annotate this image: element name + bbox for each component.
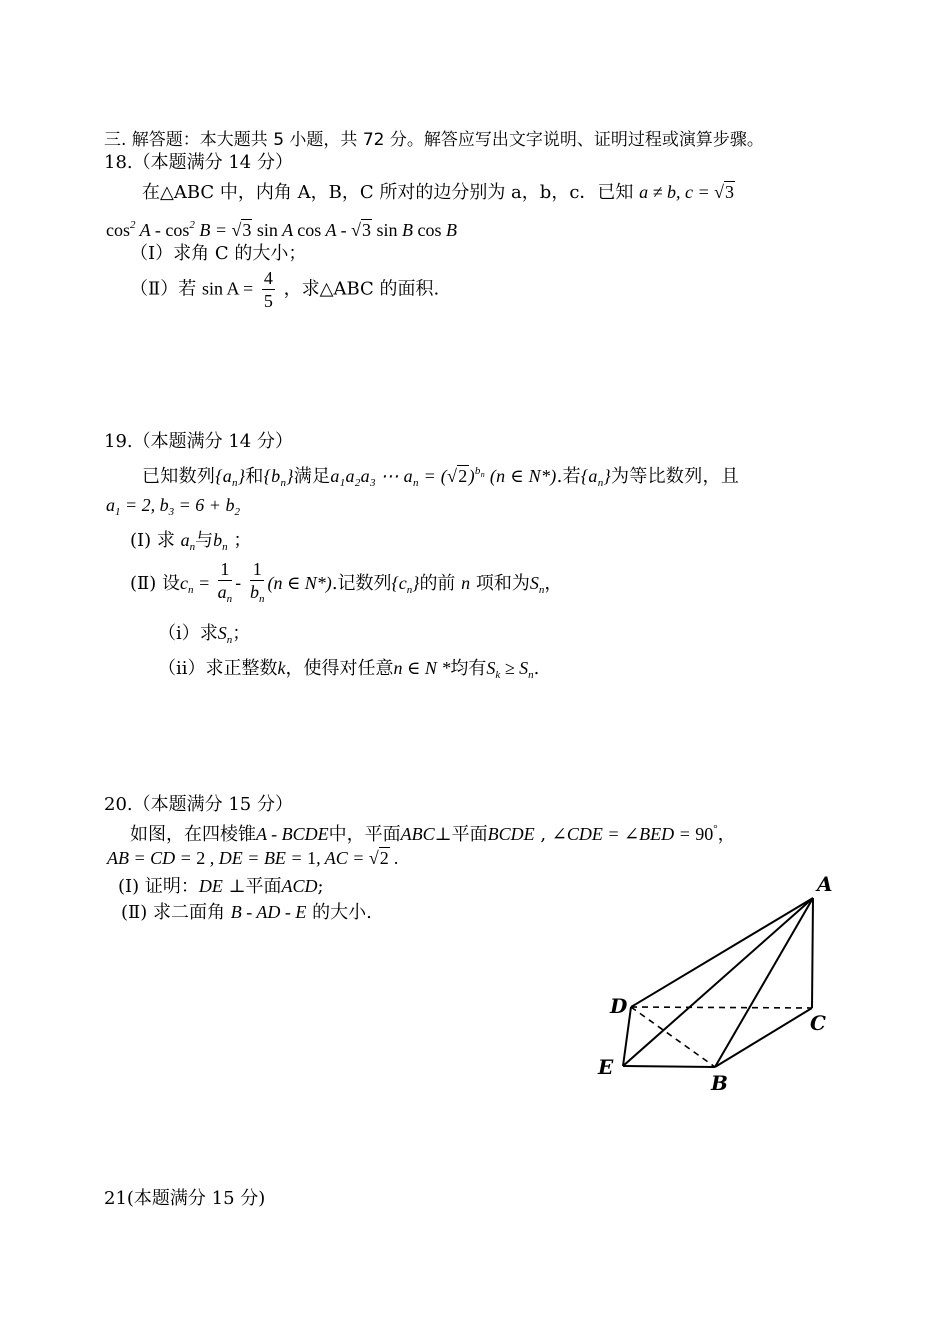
q19-text-c: 满足 bbox=[293, 466, 331, 487]
label-c: C bbox=[810, 1011, 826, 1035]
q19-part2: (Ⅱ) 设$c_n$ = $\frac{1}{a_n}$ - $\frac{1}{b_n}$ (n ∈ N*).记数列$\{c_n\}$的前 n 项和为$S_n$， bbox=[130, 559, 563, 605]
q18-intro-text: 在△ABC 中，内角 A，B，C 所对的边分别为 a，b，c．已知 bbox=[142, 182, 634, 203]
q19-condition: $a_1 = 2$, $b_3 = 6 + b_2$ bbox=[106, 495, 240, 518]
q18-condition: a ≠ b, c = √3 bbox=[639, 182, 735, 202]
q19-part2-b: .记数列 bbox=[331, 573, 392, 594]
q19-line1: 已知数列$\{a_n\}$和$\{b_n\}$满足$a_1a_2a_3$ ⋯ $a_n = (√2)^{b_n}$ (n ∈ N*).若$\{a_n\}$为等比数列，且 bbox=[142, 465, 740, 489]
q19-text-d: .若 bbox=[556, 466, 581, 487]
q19-part1-b: 与 bbox=[195, 530, 214, 551]
pyramid-figure bbox=[590, 868, 850, 1098]
q19-title: 19.（本题满分 14 分） bbox=[104, 431, 293, 452]
label-b: B bbox=[711, 1071, 728, 1095]
q20-part2-b: 的大小. bbox=[312, 902, 372, 923]
q19-sub2-a: （ii）求正整数 bbox=[158, 658, 278, 679]
edge-ae bbox=[623, 898, 813, 1066]
q18-part1: （Ⅰ）求角 C 的大小； bbox=[130, 243, 307, 264]
q20-line1-a: 如图，在四棱锥 bbox=[130, 824, 256, 845]
q19-part2-d: 项和为 bbox=[475, 573, 530, 594]
q18-frac-num: 4 bbox=[263, 268, 273, 288]
q19-part1: (I) 求 $a_n$与$b_n$ ； bbox=[130, 530, 252, 553]
q19-sub2-b: ，使得对任意 bbox=[285, 658, 394, 679]
q18-intro bbox=[142, 181, 735, 204]
q20-part2: (Ⅱ) 求二面角 B - AD - E 的大小. bbox=[121, 902, 372, 923]
q20-part1: (I) 证明：DE ⊥平面ACD; bbox=[118, 876, 324, 897]
q20-part1-a: (I) 证明： bbox=[118, 876, 199, 897]
q21-title: 21(本题满分 15 分) bbox=[104, 1188, 266, 1209]
label-d: D bbox=[610, 994, 628, 1018]
q20-line1-c: 平面 bbox=[451, 824, 488, 845]
q20-line1: 如图，在四棱锥A - BCDE中，平面ABC⊥平面BCDE , ∠CDE = ∠BED = 90°， bbox=[130, 823, 736, 845]
edge-eb bbox=[623, 1066, 715, 1067]
label-e: E bbox=[598, 1055, 614, 1079]
q19-sub2-c: 均有 bbox=[450, 658, 487, 679]
q18-fraction bbox=[262, 267, 275, 312]
edge-bc bbox=[715, 1008, 812, 1067]
section-header: 三. 解答题：本大题共 5 小题，共 72 分。解答应写出文字说明、证明过程或演算步骤。 bbox=[104, 130, 764, 150]
q19-sub1-text: （i）求 bbox=[158, 623, 218, 644]
q19-part2-c: 的前 bbox=[419, 573, 456, 594]
edge-db-hidden bbox=[631, 1007, 715, 1067]
edge-ab bbox=[715, 898, 813, 1067]
q20-part1-b: 平面 bbox=[245, 876, 282, 897]
q19-sub1-end: ； bbox=[232, 623, 251, 644]
q19-text-b: 和 bbox=[245, 466, 264, 487]
q18-part2-prefix: （Ⅱ）若 bbox=[130, 278, 197, 300]
q18-equation: $\cos^2 A - \cos^2 B = √3$ sin A cos A - √3 sin B cos B bbox=[106, 219, 458, 240]
edge-ad bbox=[631, 898, 813, 1007]
q18-part2-suffix: ，求△ABC 的面积. bbox=[283, 278, 440, 300]
q20-line2: AB = CD = 2 , DE = BE = 1, AC = √2 . bbox=[107, 848, 399, 868]
q19-text-e: 为等比数列，且 bbox=[611, 466, 740, 487]
q19-part1-a: (I) 求 bbox=[130, 530, 175, 551]
q18-title: 18.（本题满分 14 分） bbox=[104, 152, 293, 173]
edge-dc-hidden bbox=[631, 1007, 812, 1008]
edge-ac bbox=[812, 898, 813, 1008]
q19-part1-c: ； bbox=[233, 530, 252, 551]
q20-title: 20.（本题满分 15 分） bbox=[104, 794, 293, 815]
q18-part2 bbox=[130, 267, 439, 312]
q18-frac-den: 5 bbox=[263, 291, 273, 311]
q20-line1-b: 中，平面 bbox=[328, 824, 401, 845]
q20-part2-a: (Ⅱ) 求二面角 bbox=[121, 902, 226, 923]
q19-part2-a: (Ⅱ) 设 bbox=[130, 573, 181, 594]
q18-part2-sin: sin A = bbox=[201, 278, 254, 299]
q19-text-a: 已知数列 bbox=[142, 466, 216, 487]
label-a: A bbox=[817, 872, 833, 896]
q19-sub2: （ii）求正整数k，使得对任意n ∈ N *均有$S_k \ge S_n$. bbox=[158, 658, 540, 681]
q19-sub1: （i）求$S_n$； bbox=[158, 623, 251, 646]
